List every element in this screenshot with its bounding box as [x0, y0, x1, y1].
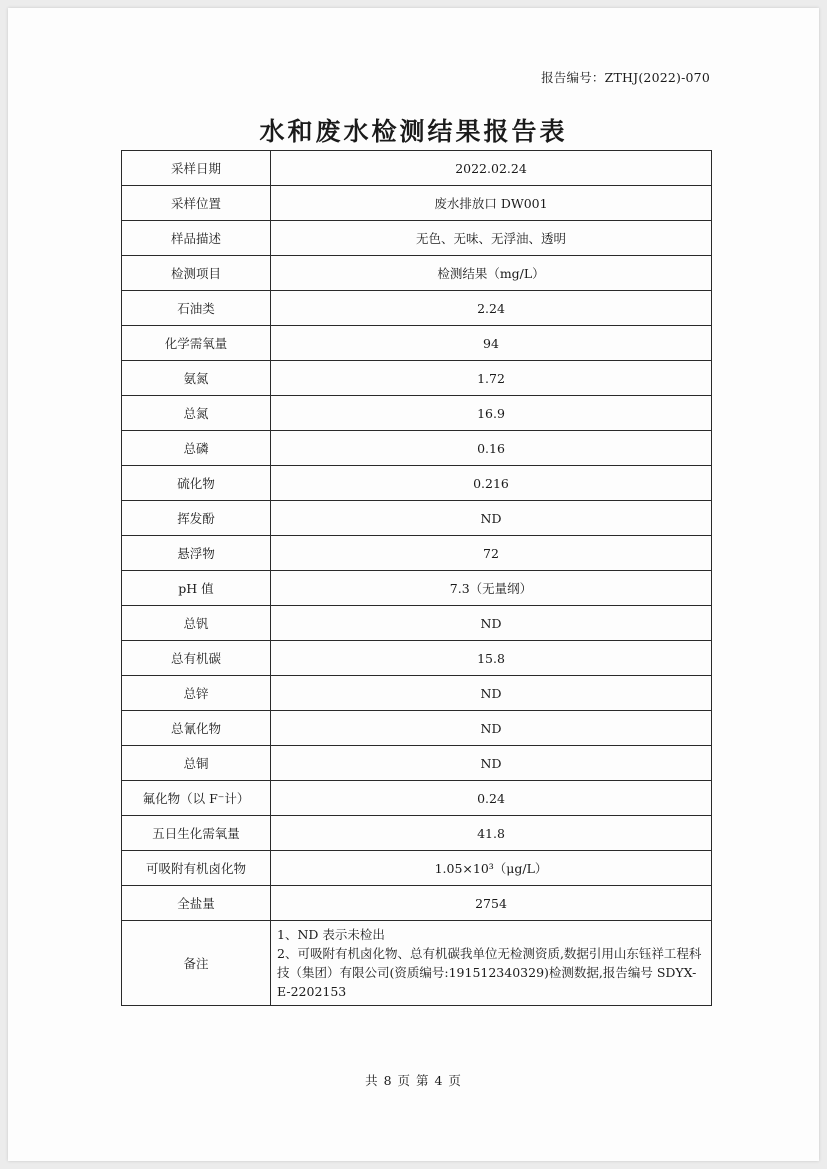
- row-value: 72: [271, 536, 712, 571]
- table-row: [122, 886, 712, 921]
- table-row: [122, 711, 712, 746]
- remark-line: 1、ND 表示未检出: [277, 927, 385, 942]
- row-label: 化学需氧量: [122, 326, 271, 361]
- row-label: 挥发酚: [122, 501, 271, 536]
- results-table: [121, 150, 712, 1006]
- remarks-row: [122, 921, 712, 1006]
- row-label: 检测项目: [122, 256, 271, 291]
- table-row: [122, 781, 712, 816]
- row-label: 总有机碳: [122, 641, 271, 676]
- row-label: pH 值: [122, 571, 271, 606]
- table-row: [122, 851, 712, 886]
- row-value: ND: [271, 501, 712, 536]
- row-label: 悬浮物: [122, 536, 271, 571]
- table-row: [122, 536, 712, 571]
- row-value: ND: [271, 711, 712, 746]
- table-row: [122, 291, 712, 326]
- row-value: 1.05×10³（μg/L）: [271, 851, 712, 886]
- report-number: 报告编号：ZTHJ(2022)-070: [541, 70, 710, 85]
- table-row: [122, 396, 712, 431]
- row-value: ND: [271, 746, 712, 781]
- row-label: 石油类: [122, 291, 271, 326]
- row-value: 41.8: [271, 816, 712, 851]
- row-label: 采样位置: [122, 186, 271, 221]
- table-row: [122, 256, 712, 291]
- row-label: 氟化物（以 F⁻计）: [122, 781, 271, 816]
- row-label: 全盐量: [122, 886, 271, 921]
- report-title: 水和废水检测结果报告表: [259, 117, 568, 146]
- row-value: 0.24: [271, 781, 712, 816]
- row-label: 总氮: [122, 396, 271, 431]
- page-footer: 共 8 页 第 4 页: [365, 1073, 462, 1088]
- row-value: 1.72: [271, 361, 712, 396]
- table-row: [122, 676, 712, 711]
- row-label: 总铜: [122, 746, 271, 781]
- table-row: [122, 186, 712, 221]
- row-label: 硫化物: [122, 466, 271, 501]
- row-label: 五日生化需氧量: [122, 816, 271, 851]
- table-row: [122, 466, 712, 501]
- row-label: 总锌: [122, 676, 271, 711]
- row-value: 0.216: [271, 466, 712, 501]
- row-value: 检测结果（mg/L）: [271, 256, 712, 291]
- remarks-label: 备注: [122, 921, 271, 1006]
- table-row: [122, 571, 712, 606]
- table-row: [122, 501, 712, 536]
- table-row: [122, 326, 712, 361]
- table-row: [122, 816, 712, 851]
- table-row: [122, 746, 712, 781]
- table-row: [122, 641, 712, 676]
- row-label: 总磷: [122, 431, 271, 466]
- table-row: [122, 606, 712, 641]
- row-value: 废水排放口 DW001: [271, 186, 712, 221]
- row-label: 可吸附有机卤化物: [122, 851, 271, 886]
- row-label: 氨氮: [122, 361, 271, 396]
- row-label: 总氰化物: [122, 711, 271, 746]
- table-row: [122, 151, 712, 186]
- row-value: ND: [271, 606, 712, 641]
- row-value: 15.8: [271, 641, 712, 676]
- row-value: 0.16: [271, 431, 712, 466]
- row-value: 2.24: [271, 291, 712, 326]
- row-value: ND: [271, 676, 712, 711]
- table-row: [122, 361, 712, 396]
- row-value: 无色、无味、无浮油、透明: [271, 221, 712, 256]
- row-label: 总钒: [122, 606, 271, 641]
- row-label: 采样日期: [122, 151, 271, 186]
- row-label: 样品描述: [122, 221, 271, 256]
- remark-line: 2、可吸附有机卤化物、总有机碳我单位无检测资质,数据引用山东钰祥工程科技（集团）有限公司(资质编号:191512340329)检测数据,报告编号 SDYX-E-2202153: [277, 946, 702, 999]
- results-table-body: [122, 151, 712, 1006]
- row-value: 2754: [271, 886, 712, 921]
- remarks-content: [271, 921, 712, 1006]
- table-row: [122, 221, 712, 256]
- row-value: 2022.02.24: [271, 151, 712, 186]
- table-row: [122, 431, 712, 466]
- row-value: 16.9: [271, 396, 712, 431]
- row-value: 7.3（无量纲）: [271, 571, 712, 606]
- row-value: 94: [271, 326, 712, 361]
